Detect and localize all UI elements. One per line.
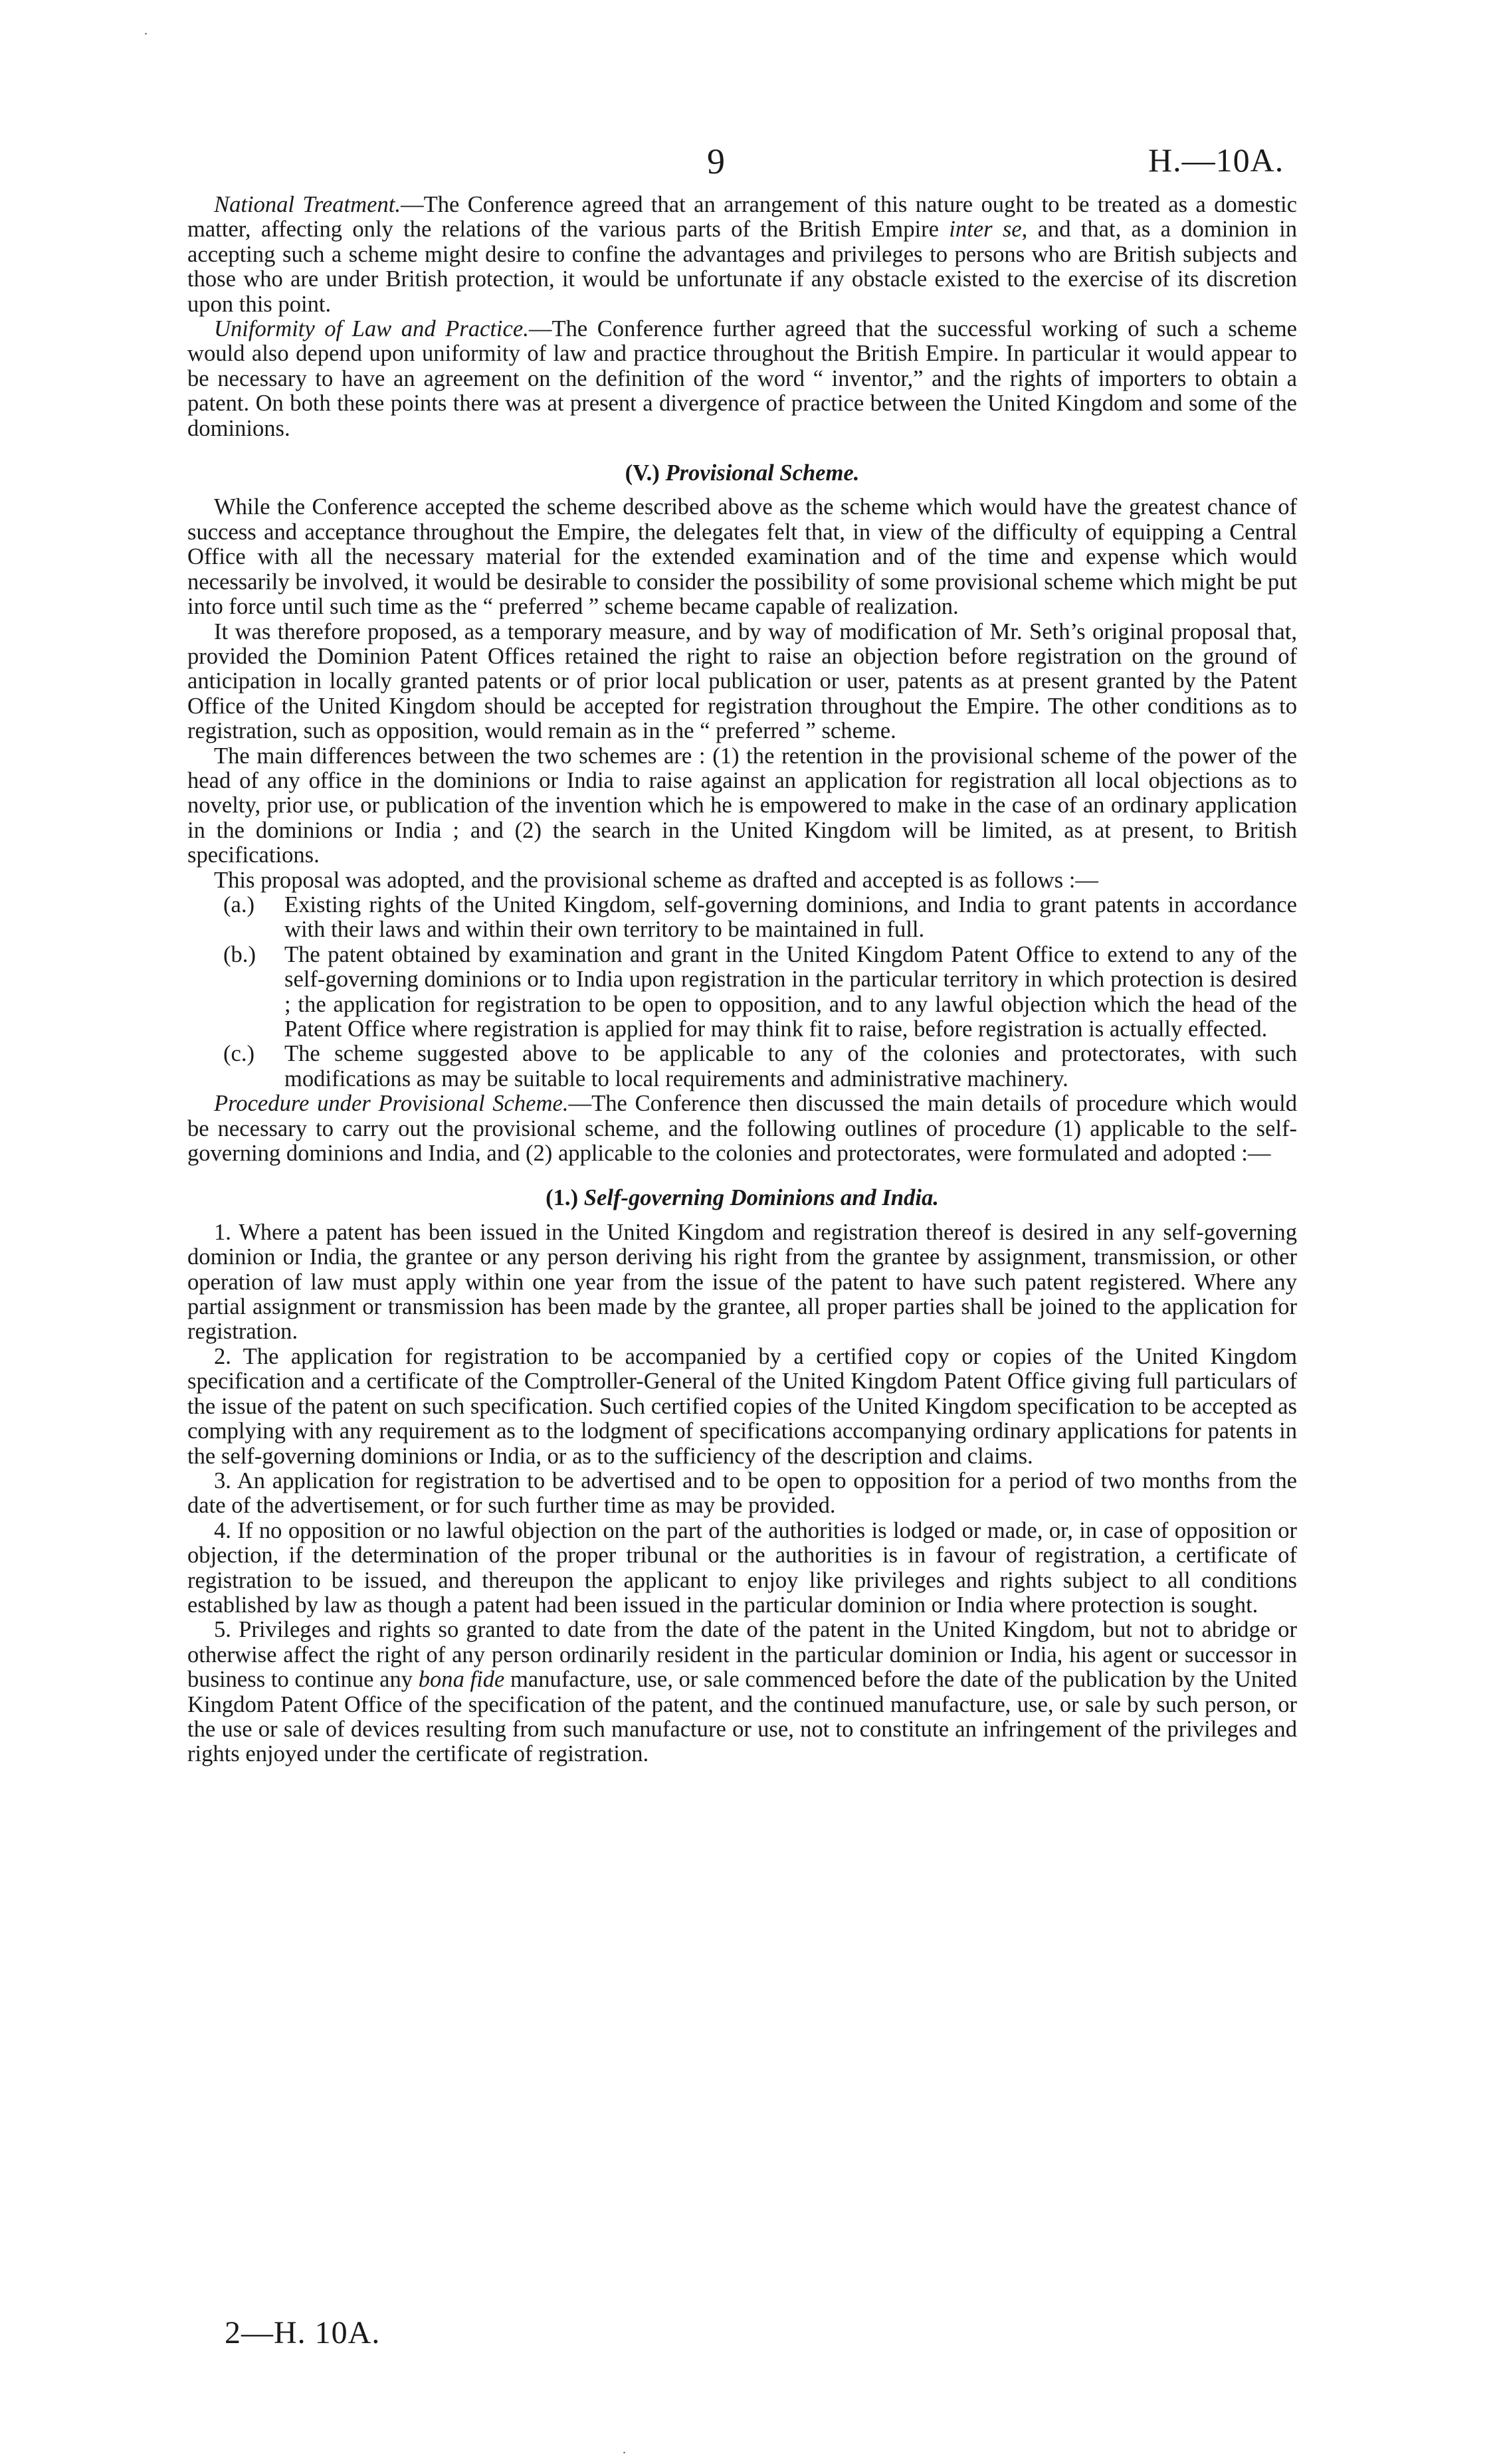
section-number: (V.) <box>625 460 666 486</box>
paragraph-while: While the Conference accepted the scheme described above as the scheme which would have the greatest chance of success and acceptance throughout the Empire, the delegates felt that, in view of the difficulty of equipping a Central Office with all the necessary material for the extended examination and of the time and expense which would necessarily be involved, it would be desirable to consider the possibility of some provisional scheme which might be put into force until such time as the “ preferred ” scheme became capable of realization. <box>187 494 1297 620</box>
paragraph-text: manufacture, use, or sale commenced before the date of the publication by the United Kingdom Patent Office of the specification of the patent, and the continued manufacture, use, or sale by such person, or the use or sale of devices resulting from such manufacture or use, not to constitute an infringement of the privileges and rights enjoyed under the certificate of registration. <box>187 1667 1298 1767</box>
run-in-heading: National Treatment. <box>214 192 401 217</box>
paragraph-differences: The main differences between the two schemes are : (1) the retention in the provisional scheme of the power of the head of any office in the dominions or India to raise against an application for registration all local objections as to novelty, prior use, or publication of the invention which he is empowered to make in the case of an ordinary application in the dominions or India ; and (2) the search in the United Kingdom will be limited, as at present, to British specifications. <box>187 743 1297 868</box>
numbered-paragraph-1: 1. Where a patent has been issued in the United Kingdom and registration thereof is desired in any self-governing dominion or India, the grantee or any person deriving his right from the grantee by assignment, transmission, or other operation of law must apply within one year from the issue of the patent to have such patent registered. Where any partial assignment or transmission has been made by the grantee, all proper parties shall be joined to the application for registration. <box>187 1219 1297 1345</box>
run-in-heading: Uniformity of Law and Practice. <box>214 316 529 342</box>
section-title: Provisional Scheme. <box>665 460 860 486</box>
list-item-c <box>187 1042 1297 1091</box>
numbered-paragraph-5 <box>187 1618 1297 1766</box>
list-item-text: The patent obtained by examination and grant in the United Kingdom Patent Office to extend to any of the self-governing dominions or to India upon registration in the particular territory in which protection is desired ; the application for registration to be open to opposition, and to any lawful objection which the head of the Patent Office where registration is applied for may think fit to raise, before registration is actually effected. <box>284 941 1297 1042</box>
numbered-paragraph-4: 4. If no opposition or no lawful objection on the part of the authorities is lodged or made, or, in case of opposition or objection, if the determination of the proper tribunal or the authorities is in favour of registration, a certificate of registration to be issued, and thereupon the applicant to enjoy like privileges and rights subject to all conditions established by law as though a patent had been issued in the particular dominion or India where protection is sought. <box>187 1517 1297 1618</box>
list-marker: (c.) <box>223 1041 255 1067</box>
section-number: (1.) <box>546 1185 584 1211</box>
document-reference: H.—10A. <box>1148 142 1284 179</box>
paragraph-national-treatment <box>187 193 1297 317</box>
list-item-text: The scheme suggested above to be applicable to any of the colonies and protectorates, with such modifications as may be suitable to local requirements and administrative machinery. <box>284 1041 1297 1091</box>
stray-mark: . <box>623 2442 626 2457</box>
page-number: 9 <box>707 142 725 181</box>
stray-mark: . <box>144 23 148 38</box>
paragraph-text: —The Conference agreed that an arrangement of this nature ought to be treated as a domestic matter, affecting only the relations of the various parts of the British Empire <box>187 192 1297 242</box>
list-item-text: Existing rights of the United Kingdom, self-governing dominions, and India to grant patents in accordance with their laws and within their own territory to be maintained in full. <box>284 892 1297 943</box>
section-heading-provisional-scheme <box>187 441 1297 495</box>
signature-mark: 2—H. 10A. <box>225 2315 381 2350</box>
list-marker: (a.) <box>223 892 255 917</box>
numbered-paragraph-2: 2. The application for registration to be accompanied by a certified copy or copies of the United Kingdom specification and a certificate of the Comptroller-General of the United Kingdom Patent Office giving full particulars of the issue of the patent on such specification. Such certified copies of the United Kingdom specification to be accepted as complying with any requirement as to the lodgment of specifications accompanying ordinary applications for patents in the self-governing dominions or India, or as to the sufficiency of the description and claims. <box>187 1343 1297 1469</box>
numbered-paragraph-3: 3. An application for registration to be advertised and to be open to opposition for a period of two months from the date of the advertisement, or for such further time as may be provided. <box>187 1468 1297 1519</box>
paragraph-proposed: It was therefore proposed, as a temporary measure, and by way of modification of Mr. Seth’s original proposal that, provided the Dominion Patent Offices retained the right to raise an objection before registration on the ground of anticipation in locally granted patents or of prior local publication or user, patents as at present granted by the Patent Office of the United Kingdom should be accepted for registration throughout the Empire. The other conditions as to registration, such as opposition, would remain as in the “ preferred ” scheme. <box>187 618 1297 744</box>
paragraph-text: —The Conference then discussed the main details of procedure which would be necessary to carry out the provisional scheme, and the following outlines of procedure (1) applicable to the self-governing dominions and India, and (2) applicable to the colonies and protectorates, were formulated and adopted :— <box>187 1091 1298 1167</box>
list-item-a <box>187 893 1297 943</box>
section-heading-self-governing <box>187 1166 1297 1220</box>
list-marker: (b.) <box>223 941 256 967</box>
paragraph-procedure <box>187 1091 1297 1166</box>
run-in-heading: Procedure under Provisional Scheme. <box>214 1091 569 1117</box>
paragraph-adopted: This proposal was adopted, and the provisional scheme as drafted and accepted is as follows :— <box>214 867 1098 893</box>
paragraph-uniformity <box>187 317 1297 441</box>
paragraph-text: 5. Privileges and rights so granted to date from the date of the patent in the United Kingdom, but not to abridge or otherwise affect the right of any person ordinarily resident in the particular dominion or India, his agent or successor in business to continue any <box>187 1617 1297 1693</box>
paragraph-text: , and that, as a dominion in accepting such a scheme might desire to confine the advantages and privileges to persons who are British subjects and those who are under British protection, it would be unfortunate if any obstacle existed to the exercise of its discretion upon this point. <box>187 217 1297 317</box>
page-header <box>0 0 1507 199</box>
body-text <box>187 193 1297 1767</box>
section-title: Self-governing Dominions and India. <box>583 1185 939 1211</box>
paragraph-text: —The Conference further agreed that the successful working of such a scheme would also depend upon uniformity of law and practice throughout the British Empire. In particular it would appear to be necessary to have an agreement on the definition of the word “ inventor,” and the rights of importers to obtain a patent. On both these points there was at present a divergence of practice between the United Kingdom and some of the dominions. <box>187 316 1297 441</box>
list-item-b <box>187 943 1297 1042</box>
italic-phrase: bona fide <box>418 1667 505 1693</box>
italic-phrase: inter se <box>949 217 1022 242</box>
